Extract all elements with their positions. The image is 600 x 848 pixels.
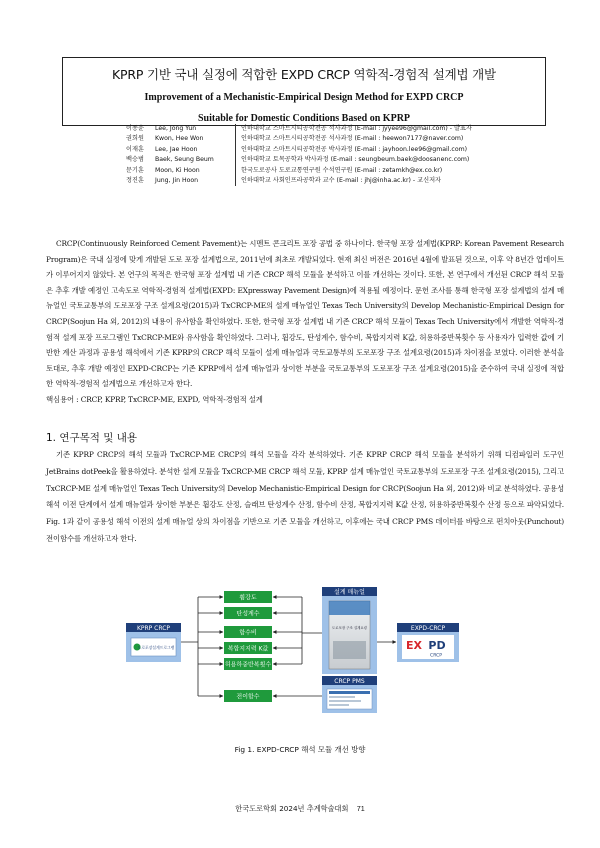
abstract-text: CRCP(Continuously Reinforced Cement Pavement)는 시멘트 콘크리트 포장 공법 중 하나이다. 한국형 포장 설계법(KPRP: Korean Pavement Research Program)은 국내 실정에 맞게 개발된 도로 포장 설계법으로, 2011년에 최초로 개발되었다. 현재 최신 버전은 2016년 4월에 발표된 것으로, 이후 약 8년간 업데이트가 이루어지지 않았다. 본 연구의 목적은 한국형 포장 설계법 내 기존 CRCP 해석 모듈을 분석하고 이를 개선하는 것이다. 또한, 본 연구에서 개선된 CRCP 해석 모듈은 추후 개발 예정인 고속도로 역학적-경험적 설계법(EXPD: EXpressway Pavement Design)에 적용될 예정이다. 문헌 조사를 통해 한국형 포장 설계법의 설계 매뉴얼인 국토교통부의 도로포장 구조 설계요령(2015)과 TxCRCP-ME의 설계 매뉴얼인 Texas Tech University의 Develop Mechanistic-Empirical Design for CRCP(Soojun Ha 외, 2012)의 내용이 유사함을 확인하였다. 또한, 한국형 포장 설계법 내 기존 CRCP 해석 모듈이 Texas Tech University에서 개발한 역학적-경험적 설계 포장 프로그램인 TxCRCP-ME와 유사함을 확인하였다. 그러나, 휨강도, 탄성계수, 함수비, 복합지지력 K값, 허용하중반복횟수 등 사용자가 입력한 값에 기반한 계산 과정과 공용성 해석에서 기존 KPRP의 CRCP 해석 모듈이 설계 매뉴얼과 국토교통부의 도로포장 구조 설계요령(2015)과 차이점을 보였다. 이러한 분석을 토대로, 추후 개발 예정인 EXPD-CRCP는 기존 KPRP에서 설계 매뉴얼과 상이한 부분을 국토교통부의 도로포장 구조 설계요령(2015)을 준수하여 국내 실정에 적합한 역학적-경험적 설계법으로 개선하고자 한다. (46, 239, 564, 389)
pms-label: CRCP PMS (334, 678, 365, 685)
title-korean: KPRP 기반 국내 실정에 적합한 EXPD CRCP 역학적-경험적 설계법 개발 (112, 67, 496, 82)
item-label: 휨강도 (239, 594, 257, 602)
author-name-korean: 백승범 (126, 156, 144, 164)
design-manual-block (322, 587, 377, 674)
author-name-english: Lee, Jong Yun (155, 125, 197, 132)
author-affiliation: 인하대학교 스마트시티공학전공 석사과정 (E-mail : jyyee96@gmail.com) - 발표자 (235, 124, 472, 134)
author-name-korean: 권희원 (126, 135, 144, 143)
author-name-korean: 문기훈 (126, 166, 144, 174)
title-box (62, 57, 546, 126)
kprp-program-name: 도로포장설계프로그램 (137, 645, 175, 650)
crcp-pms-block (322, 676, 377, 713)
figure-caption: Fig 1. EXPD-CRCP 해석 모듈 개선 방향 (234, 745, 366, 754)
author-name-english: Kwon, Hee Won (155, 135, 204, 143)
section-heading: 1. 연구목적 및 내용 (46, 432, 138, 444)
author-affiliation: 한국도로공사 도로교통연구원 수석연구원 (E-mail : zetamkh@ex.co.kr) (235, 166, 442, 176)
page-footer (0, 804, 600, 814)
title-english-line1: Improvement of a Mechanistic-Empirical Design Method for EXPD CRCP (144, 92, 464, 103)
author-list (126, 124, 506, 186)
author-row (126, 124, 506, 134)
author-row (126, 134, 506, 144)
kprp-crcp-block (126, 623, 181, 662)
manual-label: 설계 매뉴얼 (334, 589, 365, 596)
author-name-english: Baek, Seung Beum (155, 156, 214, 164)
figure-diagram (126, 585, 466, 737)
author-affiliation: 인하대학교 사회인프라공학과 교수 (E-mail : jhj@inha.ac.kr) - 교신저자 (235, 176, 441, 186)
title-english-line2: Suitable for Domestic Conditions Based on KPRP (197, 113, 411, 124)
center-items (198, 591, 272, 702)
manual-document-title: 도로포장 구조 설계요령 (332, 626, 367, 630)
author-row (126, 166, 506, 176)
keywords: 핵심용어 : CRCP, KPRP, TxCRCP-ME, EXPD, 역학적-경험적 설계 (46, 394, 263, 404)
author-row (126, 176, 506, 186)
author-name-korean: 이종윤 (126, 125, 144, 132)
manual-connectors (273, 597, 322, 696)
author-affiliation: 인하대학교 스마트시티공학전공 박사과정 (E-mail : jayhoon.lee96@gmail.com) (235, 145, 467, 155)
author-row (126, 155, 506, 165)
author-name-english: Jung, Jin Hoon (155, 177, 199, 185)
author-row (126, 145, 506, 155)
item-label: 탄성계수 (236, 610, 260, 618)
expd-logo-pd: PD (428, 639, 446, 652)
author-name-korean: 이재훈 (126, 145, 144, 153)
kprp-label: KPRP CRCP (136, 625, 171, 632)
page-number: 71 (356, 804, 365, 813)
section-body-text: 기존 KPRP CRCP의 해석 모듈과 TxCRCP-ME CRCP의 해석 모듈을 각각 분석하였다. 기존 KPRP CRCP 해석 모듈을 분석하기 위해 디컴파일러 도구인 JetBrains dotPeek을 활용하였다. 분석한 설계 모듈을 TxCRCP-ME CRCP 해석 모듈, KPRP 설계 매뉴얼인 국토교통부의 도로포장 구조 설계요령(2015), 그리고 TxCRCP-ME 설계 매뉴얼인 Texas Tech University의 Develop Mechanistic-Empirical Design for CRCP(Soojun Ha 외, 2012)와 비교 분석하였다. 공용성 해석 이전 단계에서 설계 매뉴얼과 상이한 부분은 휨강도 산정, 슬래브 탄성계수 산정, 함수비 산정, 복합지지력 K값 산정, 허용하중반복횟수 산정 등으로 파악되었다. Fig. 1과 같이 공용성 해석 이전의 설계 매뉴얼 상의 차이점을 기반으로 기존 모듈을 개선하고, 이후에는 국내 CRCP PMS 데이터를 바탕으로 펀치아웃(Punchout) 전이함수를 개선하고자 한다. (46, 450, 564, 543)
expd-logo-ex: EX (406, 639, 422, 652)
author-affiliation: 인하대학교 스마트시티공학전공 석사과정 (E-mail : heewon7177@naver.com) (235, 134, 463, 144)
expd-logo-sub: CRCP (430, 653, 442, 659)
expd-label: EXPD-CRCP (410, 625, 446, 632)
author-affiliation: 인하대학교 토목공학과 박사과정 (E-mail : seungbeum.baek@doosanenc.com) (235, 155, 469, 165)
item-label: 허용하중반복횟수 (224, 661, 272, 669)
author-name-english: Moon, Ki Hoon (155, 166, 200, 174)
item-label: 전이함수 (236, 693, 260, 701)
conference-name: 한국도로학회 2024년 추계학술대회 (235, 804, 349, 813)
item-label: 함수비 (239, 629, 257, 637)
author-name-korean: 정진훈 (126, 177, 144, 185)
expd-crcp-block (397, 623, 459, 662)
item-label: 복합지지력 K값 (227, 645, 269, 653)
author-name-english: Lee, Jae Hoon (155, 145, 198, 153)
abstract (46, 236, 564, 408)
